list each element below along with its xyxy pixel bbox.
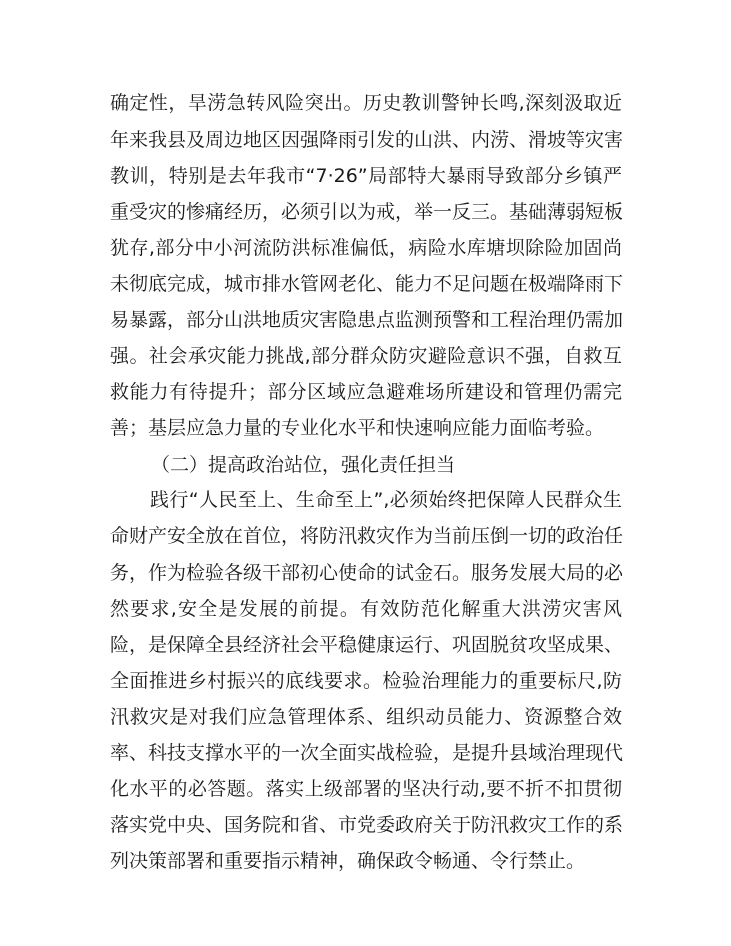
paragraph-2-line-8: 率、科技支撑水平的一次全面实战检验，是提升县域治理现代: [110, 742, 624, 764]
paragraph-1-line-6: 未彻底完成，城市排水管网老化、能力不足问题在极端降雨下: [110, 273, 624, 295]
paragraph-1-line-5: 犹存,部分中小河流防洪标准偏低，病险水库塘坝除险加固尚: [110, 237, 622, 259]
paragraph-1-line-10: 善；基层应急力量的专业化水平和快速响应能力面临考验。: [110, 417, 605, 439]
paragraph-2-line-2: 命财产安全放在首位，将防汛救灾作为当前压倒一切的政治任: [110, 525, 624, 547]
section-heading: （二）提高政治站位，强化责任担当: [151, 454, 456, 476]
paragraph-2-line-6: 全面推进乡村振兴的底线要求。检验治理能力的重要标尺,防: [110, 670, 622, 692]
paragraph-1-line-9: 救能力有待提升；部分区域应急避难场所建设和管理仍需完: [110, 381, 622, 403]
paragraph-1-line-3: 教训，特别是去年我市“7·26”局部特大暴雨导致部分乡镇严: [110, 165, 622, 187]
paragraph-2-line-11: 列决策部署和重要指示精神，确保政令畅通、令行禁止。: [110, 850, 586, 872]
paragraph-1-line-7: 易暴露，部分山洪地质灾害隐患点监测预警和工程治理仍需加: [110, 309, 624, 331]
paragraph-1-line-4: 重受灾的惨痛经历，必须引以为戒，举一反三。基础薄弱短板: [110, 201, 624, 223]
paragraph-1-line-2: 年来我县及周边地区因强降雨引发的山洪、内涝、滑坡等灾害: [110, 129, 624, 151]
paragraph-2-line-5: 险，是保障全县经济社会平稳健康运行、巩固脱贫攻坚成果、: [110, 634, 624, 656]
paragraph-2-line-10: 落实党中央、国务院和省、市党委政府关于防汛救灾工作的系: [110, 814, 624, 836]
paragraph-2-line-7: 汛救灾是对我们应急管理体系、组织动员能力、资源整合效: [110, 706, 622, 728]
paragraph-2-line-4: 然要求,安全是发展的前提。有效防范化解重大洪涝灾害风: [110, 598, 622, 620]
paragraph-1-line-1: 确定性，旱涝急转风险突出。历史教训警钟长鸣,深刻汲取近: [110, 92, 622, 114]
paragraph-1-line-8: 强。社会承灾能力挑战,部分群众防灾避险意识不强，自救互: [110, 345, 622, 367]
paragraph-2-line-9: 化水平的必答题。落实上级部署的坚决行动,要不折不扣贯彻: [110, 778, 622, 800]
paragraph-2-line-1: 践行“人民至上、生命至上”,必须始终把保障人民群众生: [150, 489, 622, 511]
paragraph-2-line-3: 务，作为检验各级干部初心使命的试金石。服务发展大局的必: [110, 562, 624, 584]
